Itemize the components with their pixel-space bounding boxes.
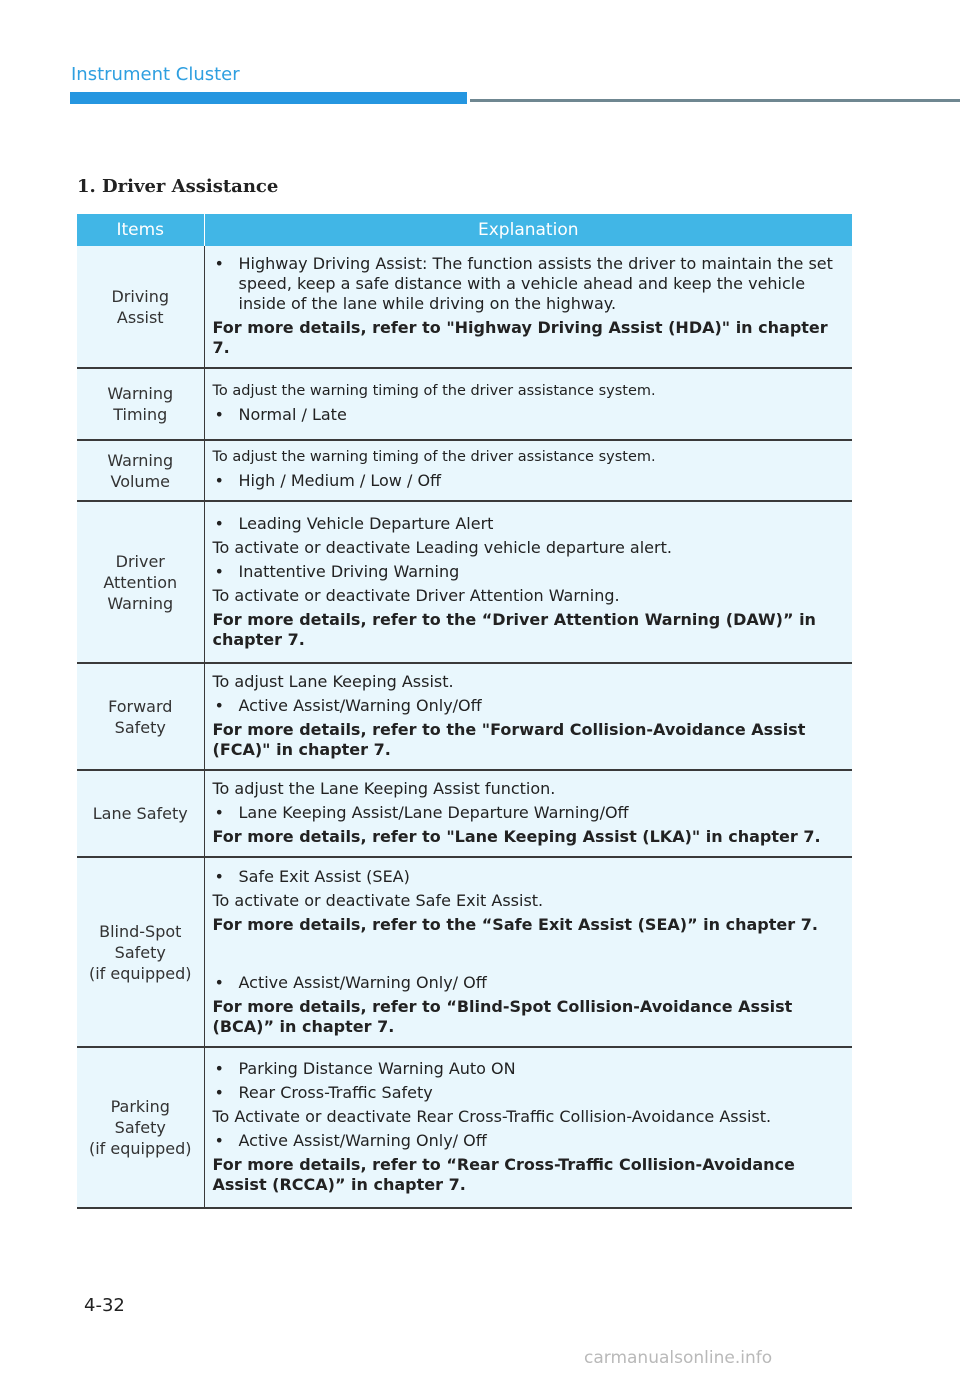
- table-row: [77, 246, 852, 368]
- page-number: 4-32: [84, 1295, 125, 1316]
- reference-note: For more details, refer to “Rear Cross-Traffic Collision-Avoidance Assist (RCCA)” in chapter 7.: [212, 1155, 795, 1194]
- table-row: [77, 770, 852, 857]
- bullet-text: Highway Driving Assist: The function assists the driver to maintain the set speed, keep a safe distance with a vehicle ahead and keep the vehicle inside of the lane while driving on the highway.: [238, 254, 833, 313]
- description-text: To activate or deactivate Safe Exit Assist.: [212, 890, 544, 910]
- reference-note: For more details, refer to the "Forward Collision-Avoidance Assist (FCA)" in chapter 7.: [212, 720, 806, 759]
- item-explanation: [204, 440, 852, 501]
- bullet-item: [213, 471, 845, 491]
- item-name: Parking Safety (if equipped): [77, 1047, 204, 1208]
- bullet-text: Leading Vehicle Departure Alert: [238, 513, 494, 533]
- reference-note: For more details, refer to the “Driver Attention Warning (DAW)” in chapter 7.: [212, 609, 816, 649]
- item-explanation: [204, 246, 852, 368]
- description-text: To adjust the Lane Keeping Assist function.: [212, 779, 556, 798]
- table-row: [77, 663, 852, 770]
- bullet-text: Active Assist/Warning Only/Off: [238, 696, 482, 715]
- bullet-icon: •: [214, 1083, 224, 1102]
- bullet-text: High / Medium / Low / Off: [238, 471, 442, 490]
- header-rule: [470, 99, 960, 102]
- bullet-item: [213, 1059, 845, 1079]
- bullet-item: [213, 1083, 845, 1103]
- bullet-item: [213, 405, 845, 425]
- bullet-icon: •: [214, 866, 224, 886]
- bullet-icon: •: [214, 561, 224, 581]
- description-text: To activate or deactivate Driver Attention Warning.: [212, 585, 620, 605]
- bullet-text: Inattentive Driving Warning: [238, 561, 460, 581]
- item-name: Lane Safety: [77, 770, 204, 857]
- table-row: [77, 857, 852, 1047]
- description-text: To adjust Lane Keeping Assist.: [212, 672, 454, 691]
- bullet-text: Active Assist/Warning Only/ Off: [238, 1131, 487, 1150]
- item-explanation: [204, 1047, 852, 1208]
- bullet-item: [213, 514, 845, 534]
- bullet-item: [213, 867, 845, 887]
- item-explanation: [204, 770, 852, 857]
- bullet-icon: •: [214, 803, 224, 822]
- description-text: To activate or deactivate Leading vehicle departure alert.: [212, 537, 672, 557]
- spacer: [213, 939, 845, 969]
- item-name: Warning Volume: [77, 440, 204, 501]
- item-name: Blind-Spot Safety (if equipped): [77, 857, 204, 1047]
- header-accent-bar: [70, 92, 467, 104]
- bullet-text: Rear Cross-Traffic Safety: [238, 1083, 433, 1102]
- bullet-item: [213, 1131, 845, 1151]
- bullet-text: Active Assist/Warning Only/ Off: [238, 972, 487, 992]
- table-row: [77, 368, 852, 440]
- bullet-icon: •: [214, 1059, 224, 1078]
- bullet-item: [213, 254, 845, 314]
- bullet-icon: •: [214, 471, 224, 490]
- item-explanation: [204, 663, 852, 770]
- column-header-items: Items: [77, 214, 204, 246]
- bullet-text: Parking Distance Warning Auto ON: [238, 1059, 516, 1078]
- bullet-item: [213, 562, 845, 582]
- table-row: [77, 501, 852, 663]
- bullet-icon: •: [214, 254, 224, 273]
- description-text: To adjust the warning timing of the driver assistance system.: [212, 449, 656, 465]
- bullet-item: [213, 973, 845, 993]
- bullet-icon: •: [214, 513, 224, 533]
- description-text: To adjust the warning timing of the driver assistance system.: [212, 382, 656, 399]
- settings-table-container: [77, 214, 852, 1209]
- item-name: Forward Safety: [77, 663, 204, 770]
- bullet-icon: •: [214, 696, 224, 715]
- driver-assistance-table: [77, 214, 852, 1209]
- reference-note: For more details, refer to "Highway Driving Assist (HDA)" in chapter 7.: [212, 318, 828, 357]
- bullet-item: [213, 803, 845, 823]
- reference-note: For more details, refer to “Blind-Spot Collision-Avoidance Assist (BCA)” in chapter 7.: [212, 996, 793, 1036]
- reference-note: For more details, refer to "Lane Keeping Assist (LKA)" in chapter 7.: [212, 827, 821, 846]
- bullet-text: Lane Keeping Assist/Lane Departure Warning/Off: [238, 803, 629, 822]
- column-header-explanation: Explanation: [204, 214, 852, 246]
- bullet-icon: •: [214, 404, 224, 424]
- watermark: carmanualsonline.info: [584, 1348, 773, 1368]
- bullet-item: [213, 696, 845, 716]
- reference-note: For more details, refer to the “Safe Exit Assist (SEA)” in chapter 7.: [212, 914, 818, 934]
- item-name: Driving Assist: [77, 246, 204, 368]
- description-text: To Activate or deactivate Rear Cross-Traffic Collision-Avoidance Assist.: [212, 1107, 772, 1126]
- bullet-text: Normal / Late: [238, 404, 347, 424]
- section-header-title: Instrument Cluster: [71, 64, 240, 85]
- item-name: Warning Timing: [77, 368, 204, 440]
- table-row: [77, 440, 852, 501]
- item-explanation: [204, 501, 852, 663]
- bullet-text: Safe Exit Assist (SEA): [238, 866, 410, 886]
- item-explanation: [204, 857, 852, 1047]
- bullet-icon: •: [214, 1131, 224, 1150]
- table-row: [77, 1047, 852, 1208]
- item-name: Driver Attention Warning: [77, 501, 204, 663]
- bullet-icon: •: [214, 972, 224, 992]
- item-explanation: [204, 368, 852, 440]
- table-header-row: [77, 214, 852, 246]
- section-title: 1. Driver Assistance: [77, 176, 279, 197]
- table-body: [77, 246, 852, 1208]
